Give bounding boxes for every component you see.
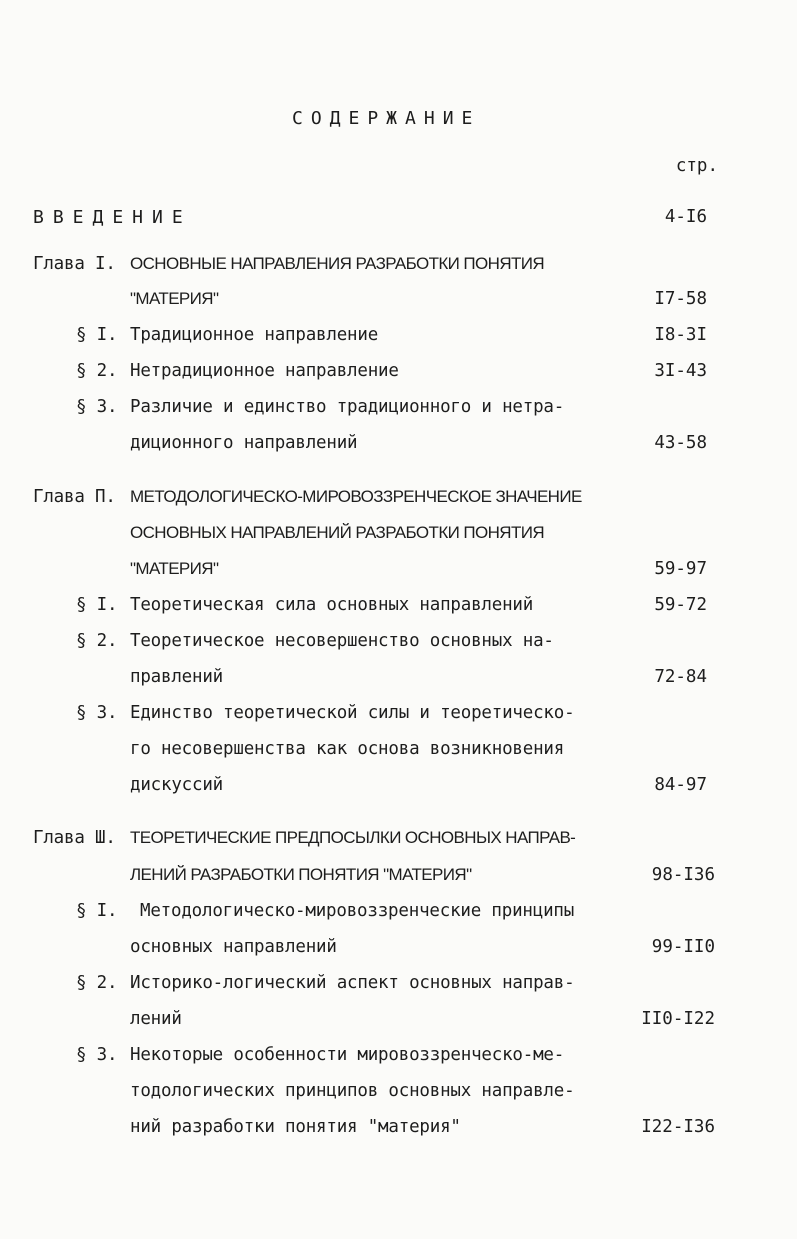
chapter-pages: 59-97 — [654, 559, 707, 579]
section-pages: I8-3I — [654, 325, 707, 345]
chapter-label: Глава П. — [33, 487, 116, 507]
section-title-line: диционного направлений — [130, 433, 358, 453]
section-number: § I. — [76, 595, 118, 615]
section-title-line: Методологическо-мировоззренческие принципы — [140, 901, 575, 921]
section-pages: II0-I22 — [641, 1009, 715, 1029]
chapter-pages: 98-I36 — [651, 865, 715, 885]
section-pages: 84-97 — [654, 775, 707, 795]
section-pages: 59-72 — [654, 595, 707, 615]
chapter-title-line: ОСНОВНЫХ НАПРАВЛЕНИЙ РАЗРАБОТКИ ПОНЯТИЯ — [130, 523, 545, 542]
intro-pages: 4-I6 — [664, 207, 707, 227]
section-pages: 99-II0 — [651, 937, 715, 957]
section-title-line: Историко-логический аспект основных направ- — [130, 973, 575, 993]
section-title-line: основных направлений — [130, 937, 337, 957]
chapter-title-line: "МАТЕРИЯ" — [130, 559, 219, 578]
chapter-pages: I7-58 — [654, 289, 707, 309]
section-number: § 2. — [76, 361, 118, 381]
toc-title: СОДЕРЖАНИЕ — [292, 108, 481, 129]
section-title-line: лений — [130, 1009, 182, 1029]
section-title-line: го несовершенства как основа возникновения — [130, 739, 565, 759]
section-title-line: правлений — [130, 667, 224, 687]
section-title-line: Теоретическое несовершенство основных на- — [130, 631, 554, 651]
section-title-line: Единство теоретической силы и теоретическо- — [130, 703, 575, 723]
section-title-line: Теоретическая сила основных направлений — [130, 595, 534, 615]
chapter-title-line: ЛЕНИЙ РАЗРАБОТКИ ПОНЯТИЯ "МАТЕРИЯ" — [130, 865, 472, 884]
section-number: § 2. — [76, 631, 118, 651]
chapter-title-line: ТЕОРЕТИЧЕСКИЕ ПРЕДПОСЫЛКИ ОСНОВНЫХ НАПРАВ- — [130, 828, 576, 847]
section-number: § I. — [76, 325, 118, 345]
chapter-label: Глава Ш. — [33, 828, 116, 848]
section-number: § 3. — [76, 397, 118, 417]
section-pages: 3I-43 — [654, 361, 707, 381]
section-title-line: Некоторые особенности мировоззренческо-ме- — [130, 1045, 565, 1065]
section-title-line: Традиционное направление — [130, 325, 379, 345]
section-title-line: Различие и единство традиционного и нетра- — [130, 397, 565, 417]
chapter-title-line: МЕТОДОЛОГИЧЕСКО-МИРОВОЗЗРЕНЧЕСКОЕ ЗНАЧЕНИЕ — [130, 487, 582, 506]
section-number: § I. — [76, 901, 118, 921]
section-title-line: Нетрадиционное направление — [130, 361, 399, 381]
intro-label: ВВЕДЕНИЕ — [33, 207, 192, 228]
section-number: § 2. — [76, 973, 118, 993]
section-pages: 43-58 — [654, 433, 707, 453]
chapter-title-line: ОСНОВНЫЕ НАПРАВЛЕНИЯ РАЗРАБОТКИ ПОНЯТИЯ — [130, 254, 545, 273]
section-title-line: ний разработки понятия "материя" — [130, 1117, 461, 1137]
chapter-label: Глава I. — [33, 254, 116, 274]
section-pages: I22-I36 — [641, 1117, 715, 1137]
chapter-title-line: "МАТЕРИЯ" — [130, 289, 219, 308]
page-column-header: стр. — [675, 156, 718, 176]
section-pages: 72-84 — [654, 667, 707, 687]
section-title-line: тодологических принципов основных направле- — [130, 1081, 575, 1101]
section-title-line: дискуссий — [130, 775, 224, 795]
section-number: § 3. — [76, 1045, 118, 1065]
section-number: § 3. — [76, 703, 118, 723]
